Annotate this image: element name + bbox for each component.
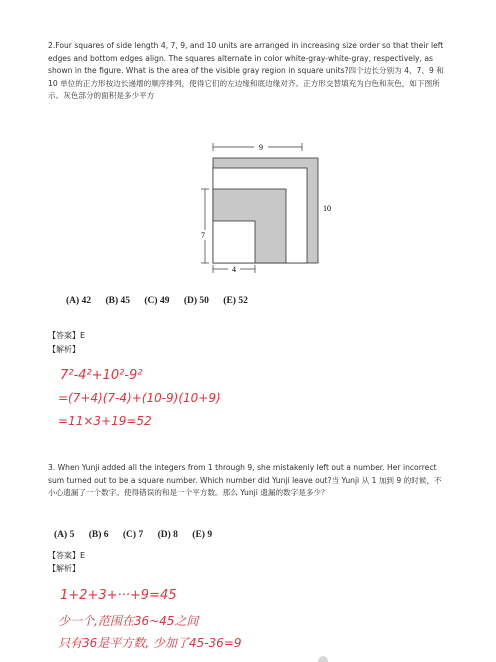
choice-a[interactable]: (A) 42 (66, 296, 92, 306)
square-4-white (213, 221, 255, 263)
problem-3-analysis-label: 【解析】 (48, 564, 80, 573)
problem-3-choices (54, 530, 224, 540)
dimension-label-4: 4 (232, 265, 236, 274)
nested-squares-figure (190, 138, 340, 278)
handwriting-line-5: 少一个,范围在36~45之间 (58, 614, 199, 628)
choice-a[interactable]: (A) 5 (54, 530, 75, 540)
dimension-label-10: 10 (323, 204, 331, 213)
choice-b[interactable]: (B) 6 (88, 530, 109, 540)
choice-b[interactable]: (B) 45 (105, 296, 130, 306)
handwriting-line-4: 1+2+3+···+9=45 (60, 588, 177, 603)
handwriting-line-3: =11×3+19=52 (58, 414, 152, 428)
choice-c[interactable]: (C) 49 (144, 296, 170, 306)
handwriting-line-2: =(7+4)(7-4)+(10-9)(10+9) (58, 391, 221, 405)
choice-d[interactable]: (D) 50 (183, 296, 209, 306)
choice-c[interactable]: (C) 7 (122, 530, 144, 540)
problem-2-answer: 【答案】E (48, 331, 86, 340)
dimension-label-7: 7 (201, 231, 205, 240)
choice-e[interactable]: (E) 52 (223, 296, 248, 306)
choice-d[interactable]: (D) 8 (157, 530, 178, 540)
problem-3-answer: 【答案】E (48, 551, 86, 560)
problem-3-text: 3. When Yunji added all the integers from 1 through 9, she mistakenly left out a number. Her incorrect sum turned out to be a square number. Which number did Yunji leave out?当 Yunji 从 1 加到 9 的时候，不小心遗漏了一个数字。使得错误的和是一个平方数。那么 Yunji 遗漏的数字是多少？ (48, 463, 442, 497)
problem-2-text: 2.Four squares of side length 4, 7, 9, and 10 units are arranged in increasing size order so that their left edges and bottom edges align. The squares alternate in color white-gray-white-gray, respectively, as shown in the figure. What is the area of the visible gray region in square units?四个边长分别为 4、7、9 和 10 单位的正方形按边长递增的顺序排列，使得它们的左边缘和底边缘对齐。正方形交替填充为白色和灰色，如下图所示。灰色部分的面积是多少平方 (48, 41, 444, 100)
scroll-indicator[interactable] (318, 656, 328, 662)
problem-2-choices (66, 296, 260, 306)
handwriting-line-1: 7²-4²+10²-9² (60, 368, 143, 383)
dimension-label-9: 9 (259, 143, 263, 152)
handwriting-line-6: 只有36是平方数, 少加了45-36=9 (58, 636, 242, 650)
choice-e[interactable]: (E) 9 (192, 530, 213, 540)
problem-2-analysis-label: 【解析】 (48, 345, 80, 354)
